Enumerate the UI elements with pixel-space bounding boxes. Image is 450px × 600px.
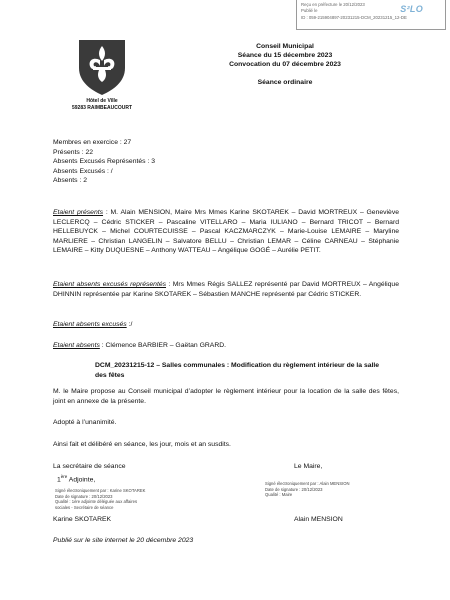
- excused-count: Absents Excusés : /: [53, 167, 113, 175]
- excused-label: Etaient absents excusés: [53, 321, 127, 328]
- stamp-received: Reçu en préfecture le 20/12/2023: [301, 2, 365, 7]
- mayor-e-signature: Signé électroniquement par : Alain MENSION Date de signature : 20/12/2023 Qualité : Maire: [265, 481, 350, 498]
- absent-label: Etaient absents: [53, 342, 100, 349]
- adoption-statement: Adopté à l’unanimité.: [53, 419, 117, 426]
- council-title: Conseil Municipal: [256, 43, 314, 50]
- secretary-name: Karine SKOTAREK: [53, 516, 112, 523]
- publication-notice: Publié sur le site internet le 20 décembre 2023: [53, 537, 194, 544]
- mayor-title: Le Maire,: [294, 463, 323, 470]
- decision-title-line1: DCM_20231215-12 – Salles communales : Modification du règlement intérieur de la salle: [95, 362, 380, 369]
- decision-body: M. le Maire propose au Conseil municipal d’adopter le règlement intérieur pour la location de la salle des fêtes, joint en annexe de la présente.: [53, 388, 399, 405]
- convocation-date: Convocation du 07 décembre 2023: [229, 61, 341, 68]
- town-postcode: 59283 RAIMBEAUCOURT: [71, 105, 132, 111]
- absent-paragraph: [53, 341, 226, 351]
- session-date: Séance du 15 décembre 2023: [237, 52, 333, 59]
- s2lo-logo: S²LO: [400, 4, 423, 14]
- present-paragraph: [53, 208, 399, 256]
- attendance-counts: [53, 138, 155, 186]
- closing-statement: Ainsi fait et délibéré en séance, les jour, mois et an susdits.: [53, 441, 231, 448]
- present-count: Présents : 22: [53, 148, 94, 156]
- town-crest-icon: [77, 38, 127, 96]
- secretary-title: La secrétaire de séance: [53, 463, 126, 470]
- mayor-name: Alain MENSION: [294, 516, 343, 523]
- secretary-role: 1ère Adjointe,: [57, 473, 96, 483]
- stamp-published: Publié le: [301, 8, 318, 14]
- absent-count: Absents : 2: [53, 177, 88, 185]
- town-hall-label: Hôtel de Ville: [86, 98, 118, 104]
- meeting-header: [180, 42, 390, 87]
- excused-paragraph: [53, 320, 132, 330]
- stamp-id: ID : 059-215904897-20231215-DCM_20231215_12-DE: [301, 14, 407, 20]
- excused-list: :/: [126, 321, 133, 328]
- session-type: Séance ordinaire: [257, 79, 313, 86]
- decision-title: [95, 361, 407, 380]
- decision-title-line2: des fêtes: [95, 371, 125, 379]
- represented-list: : Mrs Mmes Régis SALLEZ représenté par David MORTREUX – Angélique DHINNIN représentée par Karine SKOTAREK – Sébastien MANCHE représenté par Cédric STICKER.: [53, 281, 399, 298]
- members-count: Membres en exercice : 27: [53, 139, 132, 146]
- present-label: Etaient présents: [53, 209, 104, 216]
- present-list: : M. Alain MENSION, Maire Mrs Mmes Karine SKOTAREK – David MORTREUX – Geneviève LECLERCQ – Cédric STICKER – Pascaline VITELLARO – Maria IULIANO – Bernard TRICOT – Bernard HELLEBUYCK – Michel COURTECUISSE – Pascal KACZMARCZYK – Marie-Louise LEMAIRE – Maryline MARLIERE – Christian LANGELIN – Salvatore BELLU – Christian LEMAR – Céline CARNEAU – Stéphanie LEMAIRE – Kitty DUQUESNE – Anthony WATTEAU – Angélique GOGÉ – Aurélie PETIT.: [53, 209, 400, 255]
- represented-count: Absents Excusés Représentés : 3: [53, 158, 156, 166]
- represented-paragraph: [53, 280, 399, 299]
- town-address: [58, 98, 146, 112]
- absent-list: : Clémence BARBIER – Gaëtan GRARD.: [99, 342, 227, 349]
- prefecture-stamp: [296, 0, 446, 30]
- secretary-e-signature: Signé électroniquement par : Karine SKOTAREK Date de signature : 20/12/2023 Qualité : 1ère adjointe déléguée aux affaires sociales - Secrétaire de séance: [55, 488, 146, 510]
- represented-label: Etaient absents excusés représentés: [53, 281, 167, 288]
- secretary-block: [53, 462, 126, 484]
